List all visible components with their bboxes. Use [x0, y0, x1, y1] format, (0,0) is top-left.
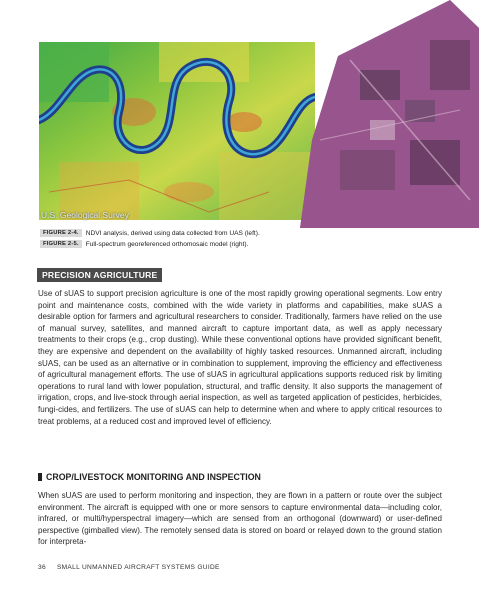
caption-text: Full-spectrum georeferenced orthomosaic model (right).: [85, 240, 249, 248]
section-heading: PRECISION AGRICULTURE: [37, 268, 162, 282]
image-credit: U.S. Geological Survey: [41, 210, 129, 220]
subsection-heading: [38, 472, 261, 482]
caption-text: NDVI analysis, derived using data collected from UAS (left).: [85, 229, 260, 237]
page-number: 36: [38, 564, 46, 571]
ndvi-analysis-image: [39, 42, 315, 220]
heading-marker-icon: [38, 473, 42, 481]
caption-tag: FIGURE 2-4.: [40, 229, 82, 237]
section-paragraph: Use of sUAS to support precision agriculture is one of the most rapidly growing operational segments. Low entry point and maintenance costs, combined with the wide variety in platforms and capabilities, make sUAS a desirable option for farmers and agricultural researchers to consider. Traditionally, farmers have relied on the use of manual survey, satellites, and manned aircraft to capture important data, as well as apply necessary treatments to their crops (e.g., crop dusting). While these conventional options have provided significant benefit, they are expensive and dependent on the availability of highly tasked resources. Unmanned aircraft, including sUAS, can be used as an alternative or in combination to supplement, improving the efficiency and effectiveness of agricultural management efforts. The use of sUAS in agricultural applications supports reduced risk by limiting operations to rural land with lower population, structural, and traffic density. It also supports the management of irrigation, crops, and live-stock through aerial inspection, as well as targeted application of pesticides, herbicides, fungi-cides, and fertilizers. The use of sUAS can help to determine when and where to apply critical resources to treat problems, at a reduced cost and improved level of efficiency.: [38, 289, 442, 426]
running-title: SMALL UNMANNED AIRCRAFT SYSTEMS GUIDE: [56, 564, 220, 571]
orthomosaic-image: [300, 0, 479, 228]
figure-caption-2-5: [40, 240, 248, 248]
figure-images: [0, 0, 479, 228]
subsection-title: CROP/LIVESTOCK MONITORING AND INSPECTION: [46, 472, 261, 482]
page-footer: [38, 564, 220, 571]
figure-caption-2-4: [40, 229, 260, 237]
subsection-paragraph: When sUAS are used to perform monitoring and inspection, they are flown in a pattern or route over the subject environment. The aircraft is equipped with one or more sensors to capture environmental data—including color, infrared, or multi/hyperspectral imagery—which are sensed from an orthogonal (downward) or user-defined perspective (gimballed view). The remotely sensed data is stored on board or relayed down to the ground station for interpreta-: [38, 491, 442, 547]
caption-tag: FIGURE 2-5.: [40, 240, 82, 248]
